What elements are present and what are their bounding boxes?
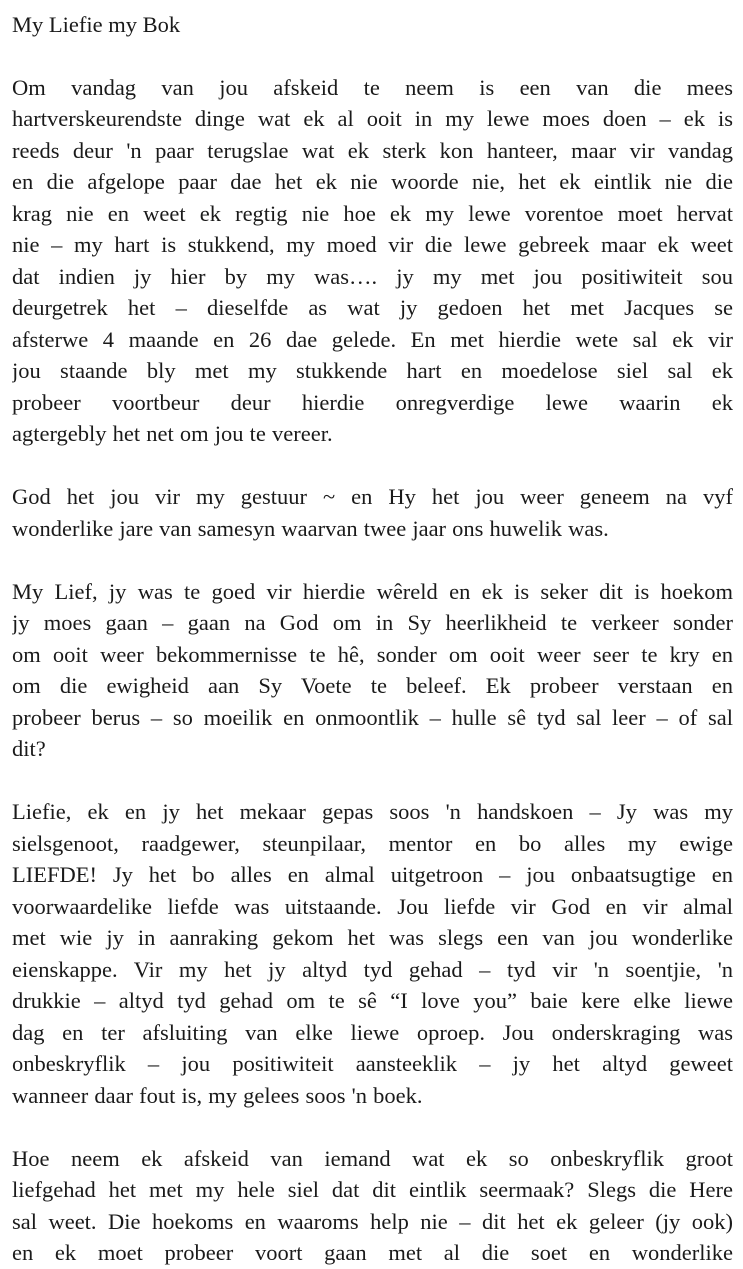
paragraph-line: krag nie en weet ek regtig nie hoe ek my lewe vorentoe moet hervat — [12, 200, 733, 226]
paragraph-line: nie – my hart is stukkend, my moed vir die lewe gebreek maar ek weet — [12, 232, 733, 257]
letter-paragraph-3 — [12, 576, 733, 765]
paragraph-line: dat indien jy hier by my was…. jy my met jou positiwiteit sou — [12, 263, 733, 289]
paragraph-line: dag en ter afsluiting van elke liewe oproep. Jou onderskraging was — [12, 1019, 733, 1045]
paragraph-line: eienskappe. Vir my het jy altyd tyd gehad – tyd vir 'n soentjie, 'n — [12, 956, 733, 982]
paragraph-line: Om vandag van jou afskeid te neem is een van die mees — [12, 74, 733, 100]
paragraph-line: jy moes gaan – gaan na God om in Sy heerlikheid te verkeer sonder — [12, 610, 733, 635]
paragraph-line: onbeskryflik – jou positiwiteit aansteeklik – jy het altyd geweet — [12, 1051, 733, 1076]
paragraph-line: dit? — [12, 736, 46, 761]
paragraph-line: Liefie, ek en jy het mekaar gepas soos 'n handskoen – Jy was my — [12, 799, 733, 824]
paragraph-line: agtergebly het net om jou te vereer. — [12, 421, 333, 446]
paragraph-line: wonderlike jare van samesyn waarvan twee jaar ons huwelik was. — [12, 515, 609, 541]
paragraph-line: en die afgelope paar dae het ek nie woorde nie, het ek eintlik nie die — [12, 169, 733, 194]
paragraph-line: probeer voortbeur deur hierdie onregverdige lewe waarin ek — [12, 389, 733, 415]
paragraph-line: hartverskeurendste dinge wat ek al ooit in my lewe moes doen – ek is — [12, 106, 733, 131]
paragraph-line: om ooit weer bekommernisse te hê, sonder om ooit weer seer te kry en — [12, 641, 733, 667]
paragraph-line: LIEFDE! Jy het bo alles en almal uitgetroon – jou onbaatsugtige en — [12, 862, 733, 887]
paragraph-line: en ek moet probeer voort gaan met al die soet en wonderlike — [12, 1240, 733, 1265]
paragraph-line: sal weet. Die hoekoms en waaroms help nie – dit het ek geleer (jy ook) — [12, 1208, 733, 1234]
paragraph-line: met wie jy in aanraking gekom het was slegs een van jou wonderlike — [12, 925, 733, 950]
paragraph-line: drukkie – altyd tyd gehad om te sê “I love you” baie kere elke liewe — [12, 988, 733, 1013]
paragraph-line: jou staande bly met my stukkende hart en moedelose siel sal ek — [12, 358, 733, 383]
paragraph-line: sielsgenoot, raadgewer, steunpilaar, mentor en bo alles my ewige — [12, 830, 733, 856]
paragraph-line: om die ewigheid aan Sy Voete te beleef. Ek probeer verstaan en — [12, 673, 733, 698]
paragraph-line: liefgehad het met my hele siel dat dit eintlik seermaak? Slegs die Here — [12, 1177, 733, 1202]
paragraph-line: afsterwe 4 maande en 26 dae gelede. En met hierdie wete sal ek vir — [12, 326, 733, 352]
letter-paragraph-2 — [12, 481, 733, 544]
paragraph-line: God het jou vir my gestuur ~ en Hy het jou weer geneem na vyf — [12, 484, 733, 509]
paragraph-line: Hoe neem ek afskeid van iemand wat ek so onbeskryflik groot — [12, 1145, 733, 1171]
paragraph-line: voorwaardelike liefde was uitstaande. Jou liefde vir God en vir almal — [12, 893, 733, 919]
paragraph-line: probeer berus – so moeilik en onmoontlik – hulle sê tyd sal leer – of sal — [12, 704, 733, 730]
letter-paragraph-5 — [12, 1143, 733, 1269]
letter-paragraph-4 — [12, 796, 733, 1111]
paragraph-line: My Lief, jy was te goed vir hierdie wêreld en ek is seker dit is hoekom — [12, 578, 733, 604]
letter-salutation: My Liefie my Bok — [12, 12, 181, 37]
paragraph-line: deurgetrek het – dieselfde as wat jy gedoen het met Jacques se — [12, 295, 733, 320]
letter-paragraph-1 — [12, 72, 733, 450]
paragraph-line: wanneer daar fout is, my gelees soos 'n boek. — [12, 1082, 423, 1108]
paragraph-line: reeds deur 'n paar terugslae wat ek sterk kon hanteer, maar vir vandag — [12, 137, 733, 163]
